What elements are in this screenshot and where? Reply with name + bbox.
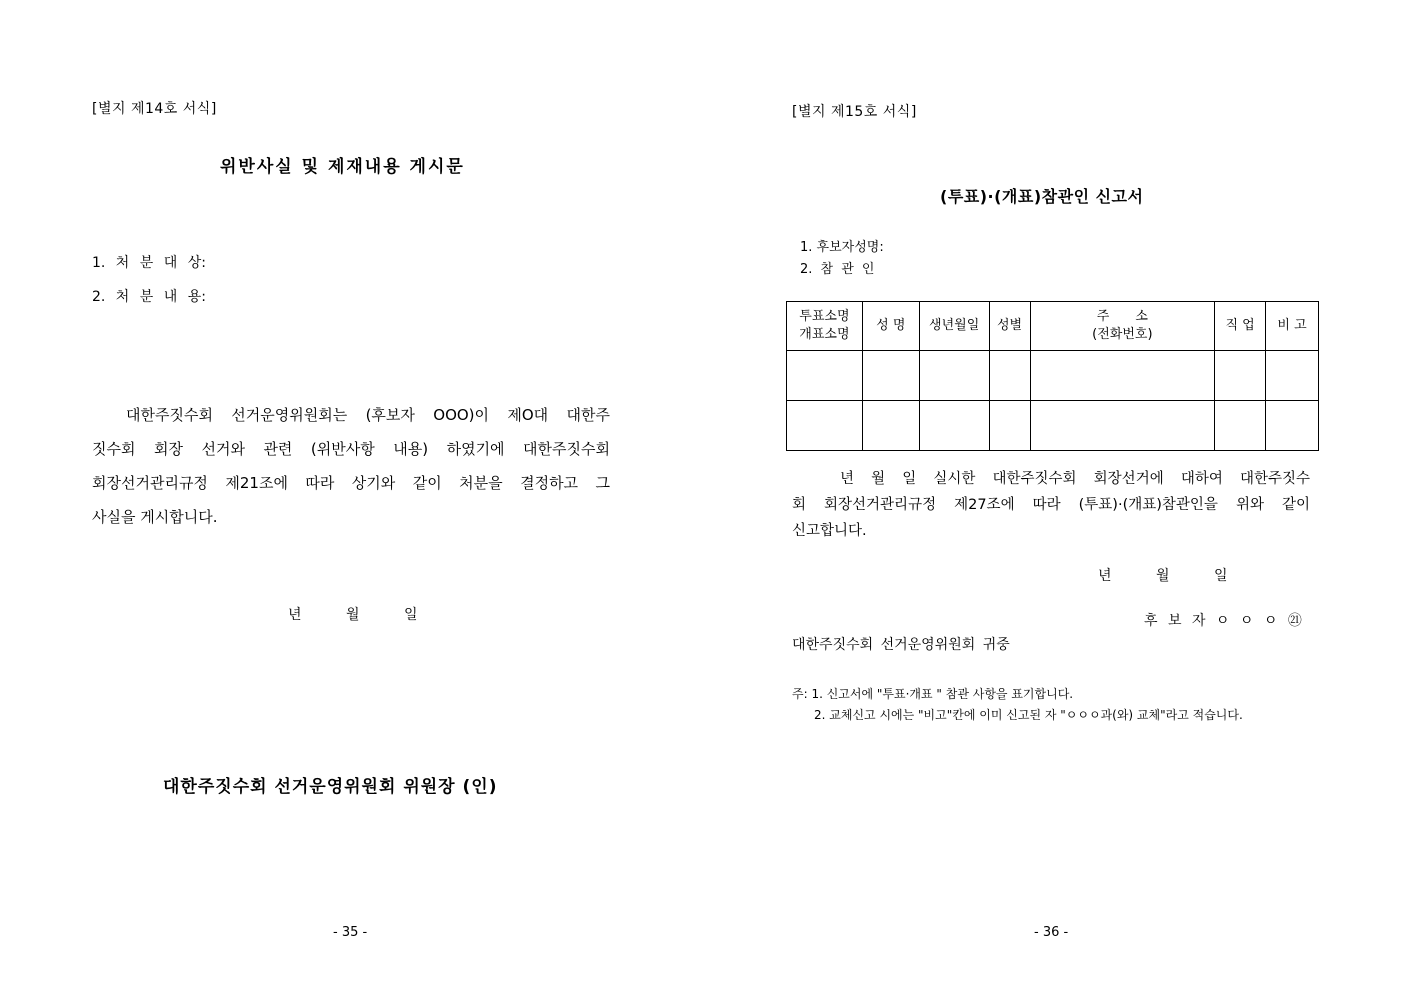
addressee: 대한주짓수회 선거운영위원회 귀중 xyxy=(792,637,1010,653)
table-cell[interactable] xyxy=(919,401,989,451)
item-candidate-name: 1. 후보자성명: xyxy=(800,240,884,255)
body-line: 짓수회 회장 선거와 관련 (위반사항 내용) 하였기에 대한주짓수회 xyxy=(92,440,610,458)
page-number: - 35 - xyxy=(333,925,368,940)
signature-line: 대한주짓수회 선거운영위원회 위원장 (인) xyxy=(163,777,498,797)
body-line: 회 회장선거관리규정 제27조에 따라 (투표)·(개표)참관인을 위와 같이 xyxy=(792,497,1310,513)
item-disposition-content: 2. 처 분 내 용: xyxy=(92,289,206,305)
col-header-birthdate: 생년월일 xyxy=(919,302,989,351)
table-row xyxy=(787,401,1319,451)
item-observer: 2. 참 관 인 xyxy=(800,262,875,277)
document-title: 위반사실 및 제재내용 게시문 xyxy=(220,157,465,177)
table-cell[interactable] xyxy=(1215,401,1266,451)
item-disposition-target: 1. 처 분 대 상: xyxy=(92,255,206,271)
table-cell[interactable] xyxy=(989,401,1030,451)
note-2: 2. 교체신고 시에는 "비고"칸에 이미 신고된 자 "ㅇㅇㅇ과(와) 교체"라고 적습니다. xyxy=(814,708,1243,722)
table-cell[interactable] xyxy=(1030,351,1215,401)
table-cell[interactable] xyxy=(787,401,863,451)
body-line: 회장선거관리규정 제21조에 따라 상기와 같이 처분을 결정하고 그 xyxy=(92,474,610,492)
body-line: 신고합니다. xyxy=(792,523,867,539)
col-header-remarks: 비 고 xyxy=(1266,302,1319,351)
candidate-seal-line: 후 보 자 ㅇ ㅇ ㅇ ㉑ xyxy=(1144,613,1302,629)
col-header-occupation: 직 업 xyxy=(1215,302,1266,351)
right-page xyxy=(700,0,1403,992)
report-body xyxy=(792,466,1310,544)
table-cell[interactable] xyxy=(1266,351,1319,401)
date-line: 년 월 일 xyxy=(288,607,418,623)
table-header-row xyxy=(787,302,1319,351)
table-cell[interactable] xyxy=(862,401,919,451)
col-header-name: 성 명 xyxy=(862,302,919,351)
date-line: 년 월 일 xyxy=(1098,568,1228,584)
observer-table xyxy=(786,301,1319,451)
table-cell[interactable] xyxy=(919,351,989,401)
note-1: 주: 1. 신고서에 "투표·개표 " 참관 사항을 표기합니다. xyxy=(792,687,1074,701)
table-cell[interactable] xyxy=(1030,401,1215,451)
form-number: [별지 제14호 서식] xyxy=(92,101,217,117)
body-line: 년 월 일 실시한 대한주짓수회 회장선거에 대하여 대한주짓수 xyxy=(840,471,1310,487)
table-cell[interactable] xyxy=(989,351,1030,401)
col-header-address: 주 소 (전화번호) xyxy=(1030,302,1215,351)
col-header-gender: 성별 xyxy=(989,302,1030,351)
table-cell[interactable] xyxy=(1266,401,1319,451)
table-cell[interactable] xyxy=(787,351,863,401)
notice-body xyxy=(92,398,610,534)
form-number: [별지 제15호 서식] xyxy=(792,104,917,120)
body-line: 사실을 게시합니다. xyxy=(92,508,218,526)
document-title: (투표)·(개표)참관인 신고서 xyxy=(940,187,1144,206)
col-header-polling-place: 투표소명 개표소명 xyxy=(787,302,863,351)
table-cell[interactable] xyxy=(862,351,919,401)
table-cell[interactable] xyxy=(1215,351,1266,401)
body-line: 대한주짓수회 선거운영위원회는 (후보자 OOO)이 제O대 대한주 xyxy=(126,406,610,424)
page-number: - 36 - xyxy=(1034,925,1069,940)
left-page xyxy=(0,0,700,992)
table-row xyxy=(787,351,1319,401)
